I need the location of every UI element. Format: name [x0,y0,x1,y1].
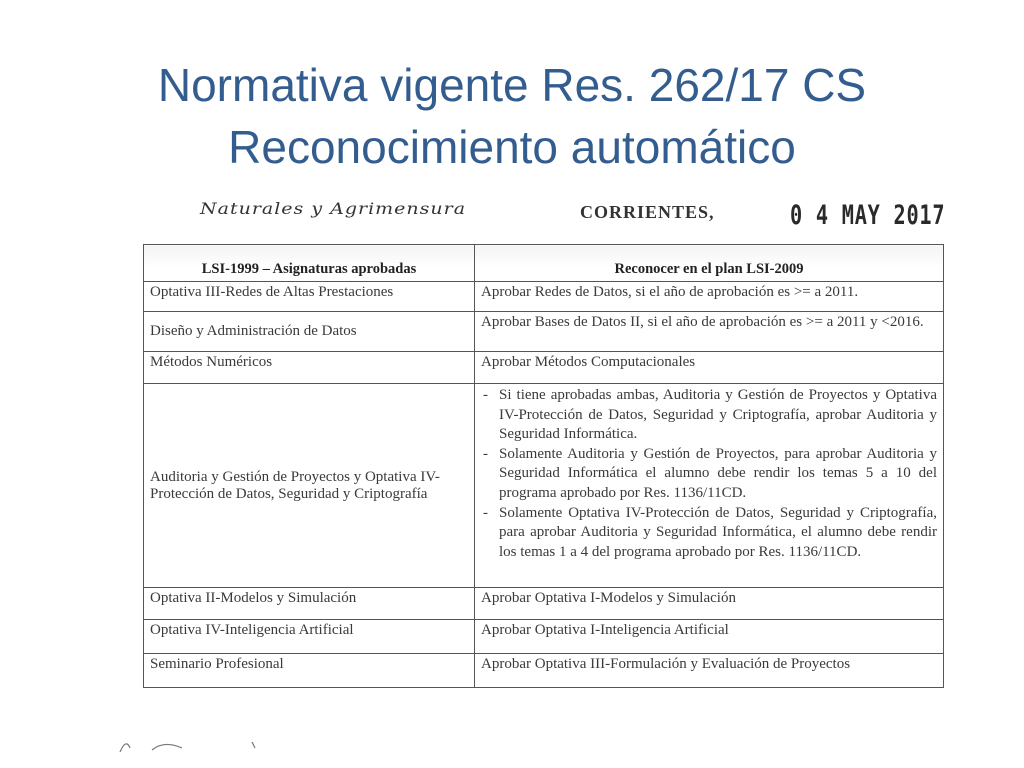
recognized-subject: Aprobar Bases de Datos II, si el año de aprobación es >= a 2011 y <2016. [475,312,944,352]
institution-header: Naturales y Agrimensura [200,199,467,219]
recognition-table [143,244,944,688]
handwritten-mark [112,730,272,760]
table-header-row [144,245,944,282]
recognized-subject: Aprobar Métodos Computacionales [475,352,944,384]
recognized-subject: Aprobar Redes de Datos, si el año de aprobación es >= a 2011. [475,282,944,312]
table-row [144,654,944,688]
table-row [144,282,944,312]
city-header: CORRIENTES, [580,202,715,222]
date-stamp: 0 4 MAY 2017 [790,200,946,231]
title-line-1: Normativa vigente Res. 262/17 CS [157,59,867,111]
approved-subject: Métodos Numéricos [144,352,475,384]
approved-subject: Auditoria y Gestión de Proyectos y Optativa IV-Protección de Datos, Seguridad y Criptografía [144,384,475,588]
approved-subject: Diseño y Administración de Datos [144,312,475,352]
table-row [144,620,944,654]
slide-title [0,54,1024,178]
recognized-subject: Aprobar Optativa III-Formulación y Evaluación de Proyectos [475,654,944,688]
approved-subject: Optativa IV-Inteligencia Artificial [144,620,475,654]
approved-subject: Seminario Profesional [144,654,475,688]
recognized-subject: Aprobar Optativa I-Inteligencia Artificial [475,620,944,654]
table-row [144,384,944,588]
approved-subject: Optativa II-Modelos y Simulación [144,588,475,620]
list-item: - Solamente Auditoria y Gestión de Proyectos, para aprobar Auditoria y Seguridad Informática el alumno debe rendir los temas 5 a 10 del programa aprobado por Res. 1136/11CD. [481,445,937,504]
approved-subject: Optativa III-Redes de Altas Prestaciones [144,282,475,312]
column-header-approved: LSI-1999 – Asignaturas aprobadas [144,245,475,282]
table-row [144,352,944,384]
list-item: - Solamente Optativa IV-Protección de Datos, Seguridad y Criptografía, para aprobar Auditoria y Seguridad Informática, el alumno debe rendir los temas 1 a 4 del programa aprobado por Res. 1136/11CD. [481,504,937,563]
table-row [144,312,944,352]
table-row [144,588,944,620]
title-line-2: Reconocimiento automático [228,121,796,173]
recognized-subject: Aprobar Optativa I-Modelos y Simulación [475,588,944,620]
column-header-recognize: Reconocer en el plan LSI-2009 [475,245,944,282]
recognized-subject-list [475,384,944,588]
list-item: - Si tiene aprobadas ambas, Auditoria y Gestión de Proyectos y Optativa IV-Protección de Datos, Seguridad y Criptografía, aprobar Auditoria y Seguridad Informática. [481,386,937,445]
